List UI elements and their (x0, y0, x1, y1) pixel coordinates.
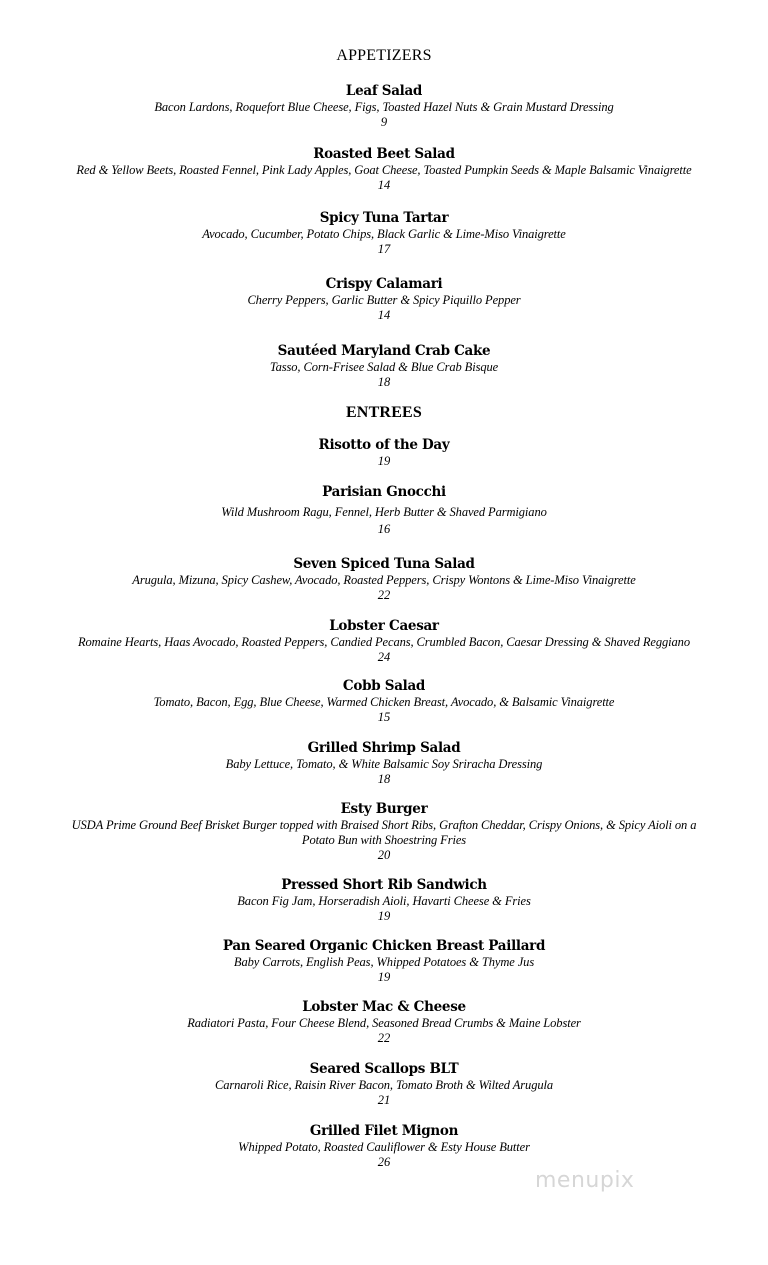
item-price: 21 (377, 1093, 391, 1107)
item-price: 16 (377, 522, 391, 536)
item-price: 26 (377, 1155, 391, 1169)
item-price: 9 (380, 115, 388, 129)
item-name: Sautéed Maryland Crab Cake (277, 343, 491, 359)
item-name: Seared Scallops BLT (309, 1061, 459, 1077)
menu-item-filet-mignon (0, 1123, 768, 1170)
item-name: Seven Spiced Tuna Salad (293, 556, 475, 572)
item-price: 17 (377, 242, 391, 256)
menu-item-leaf-salad (0, 83, 768, 130)
item-price: 18 (377, 375, 391, 389)
item-price: 22 (377, 1031, 391, 1045)
menu-item-roasted-beet-salad (0, 146, 768, 193)
watermark-logo: menupix (535, 1168, 635, 1193)
item-name: Risotto of the Day (318, 437, 450, 453)
item-name: Grilled Filet Mignon (309, 1123, 459, 1139)
item-price: 20 (377, 848, 391, 862)
item-name: Pan Seared Organic Chicken Breast Paillard (222, 938, 546, 954)
menu-item-tuna-salad (0, 556, 768, 603)
menu-item-crab-cake (0, 343, 768, 390)
menu-item-short-rib-sandwich (0, 877, 768, 924)
item-description: Avocado, Cucumber, Potato Chips, Black Garlic & Lime-Miso Vinaigrette (202, 227, 566, 241)
item-price: 14 (377, 308, 391, 322)
item-description: Bacon Fig Jam, Horseradish Aioli, Havarti Cheese & Fries (237, 894, 531, 908)
menu-item-spicy-tuna-tartar (0, 210, 768, 257)
item-description: Wild Mushroom Ragu, Fennel, Herb Butter & Shaved Parmigiano (221, 505, 547, 519)
item-description: Bacon Lardons, Roquefort Blue Cheese, Figs, Toasted Hazel Nuts & Grain Mustard Dressing (154, 100, 614, 114)
item-description: Radiatori Pasta, Four Cheese Blend, Seasoned Bread Crumbs & Maine Lobster (187, 1016, 581, 1030)
item-description: Tasso, Corn-Frisee Salad & Blue Crab Bisque (269, 360, 499, 374)
menu-item-esty-burger (0, 801, 768, 863)
item-price: 15 (377, 710, 391, 724)
item-description: Baby Lettuce, Tomato, & White Balsamic Soy Sriracha Dressing (225, 757, 543, 771)
item-description: Baby Carrots, English Peas, Whipped Potatoes & Thyme Jus (233, 955, 535, 969)
item-name: Lobster Mac & Cheese (302, 999, 466, 1015)
item-price: 22 (377, 588, 391, 602)
item-name: Spicy Tuna Tartar (319, 210, 449, 226)
appetizers-heading: APPETIZERS (336, 47, 432, 64)
menu-item-lobster-mac (0, 999, 768, 1046)
item-name: Lobster Caesar (329, 618, 439, 634)
item-name: Esty Burger (340, 801, 428, 817)
item-name: Pressed Short Rib Sandwich (281, 877, 487, 893)
item-price: 19 (377, 970, 391, 984)
item-description: Arugula, Mizuna, Spicy Cashew, Avocado, Roasted Peppers, Crispy Wontons & Lime-Miso Vinaigrette (132, 573, 636, 587)
item-name: Crispy Calamari (325, 276, 443, 292)
menu-item-cobb-salad (0, 678, 768, 725)
item-price: 14 (377, 178, 391, 192)
item-name: Cobb Salad (342, 678, 426, 694)
item-price: 24 (377, 650, 391, 664)
menu-item-crispy-calamari (0, 276, 768, 323)
menu-item-scallops-blt (0, 1061, 768, 1108)
menu-item-grilled-shrimp-salad (0, 740, 768, 787)
item-description: Tomato, Bacon, Egg, Blue Cheese, Warmed Chicken Breast, Avocado, & Balsamic Vinaigrette (153, 695, 615, 709)
item-description: USDA Prime Ground Beef Brisket Burger topped with Braised Short Ribs, Grafton Cheddar, Crispy Onions, & Spicy Aioli on a Potato Bun with Shoestring Fries (71, 818, 697, 847)
item-description: Whipped Potato, Roasted Cauliflower & Esty House Butter (238, 1140, 530, 1154)
item-price: 19 (377, 909, 391, 923)
item-name: Roasted Beet Salad (313, 146, 455, 162)
menu-item-parisian-gnocchi (0, 484, 768, 537)
menu-item-risotto (0, 437, 768, 469)
item-name: Leaf Salad (345, 83, 423, 99)
item-description: Red & Yellow Beets, Roasted Fennel, Pink Lady Apples, Goat Cheese, Toasted Pumpkin Seeds & Maple Balsamic Vinaigrette (76, 163, 692, 177)
item-name: Grilled Shrimp Salad (307, 740, 461, 756)
item-description: Cherry Peppers, Garlic Butter & Spicy Piquillo Pepper (247, 293, 521, 307)
entrees-heading: ENTREES (345, 404, 423, 421)
menu-item-chicken-paillard (0, 938, 768, 985)
menu-item-lobster-caesar (0, 618, 768, 665)
item-description: Romaine Hearts, Haas Avocado, Roasted Peppers, Candied Pecans, Crumbled Bacon, Caesar Dressing & Shaved Reggiano (78, 635, 690, 649)
item-name: Parisian Gnocchi (322, 484, 446, 500)
item-price: 18 (377, 772, 391, 786)
item-description: Carnaroli Rice, Raisin River Bacon, Tomato Broth & Wilted Arugula (214, 1078, 554, 1092)
item-price: 19 (377, 454, 391, 468)
